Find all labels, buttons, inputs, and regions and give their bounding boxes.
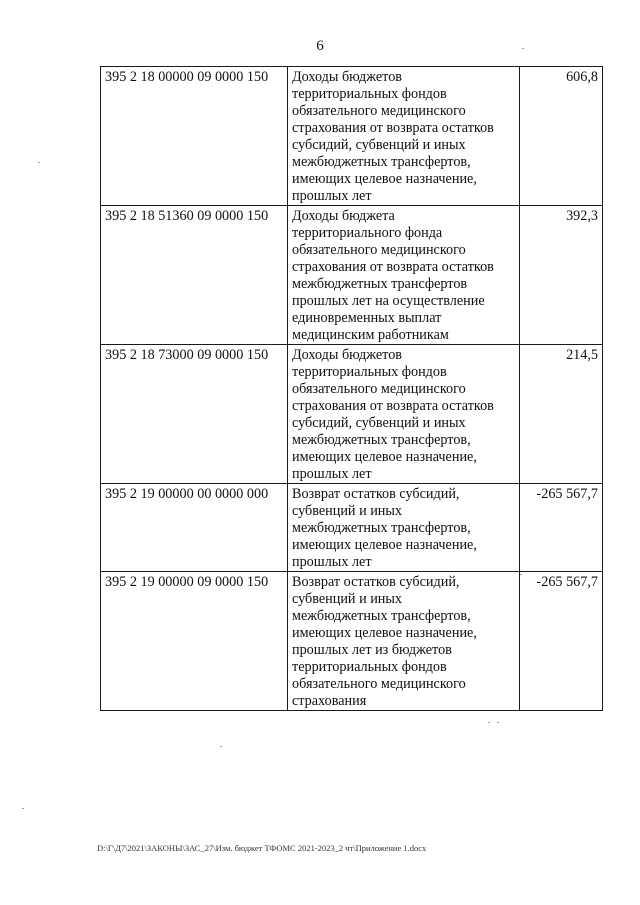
revenue-name-cell xyxy=(288,67,520,206)
amount-cell: 392,3 xyxy=(520,206,603,345)
revenue-name-line: межбюджетных трансфертов, xyxy=(292,432,471,448)
budget-code-cell: 395 2 18 73000 09 0000 150 xyxy=(101,345,288,484)
scan-speck xyxy=(220,746,222,747)
table-row xyxy=(101,345,603,484)
revenue-name-line: Возврат остатков субсидий, xyxy=(292,574,460,590)
revenue-name-cell xyxy=(288,345,520,484)
revenue-name-line: межбюджетных трансфертов, xyxy=(292,520,471,536)
budget-code-cell: 395 2 18 51360 09 0000 150 xyxy=(101,206,288,345)
scan-speck xyxy=(497,722,499,723)
revenue-name-line: имеющих целевое назначение, xyxy=(292,537,477,553)
revenue-name-line: субвенций и иных xyxy=(292,503,403,519)
revenue-name-cell xyxy=(288,572,520,711)
revenue-name-line: межбюджетных трансфертов xyxy=(292,276,468,292)
revenue-name-line: имеющих целевое назначение, xyxy=(292,171,477,187)
budget-code-cell: 395 2 18 00000 09 0000 150 xyxy=(101,67,288,206)
revenue-name-line: субсидий, субвенций и иных xyxy=(292,137,466,153)
document-file-path: D:\Г\Д7\2021\ЗАКОНЫ\ЗАС_27\Изм. бюджет ТФОМС 2021-2023_2 чт\Приложение 1.docx xyxy=(97,843,427,853)
budget-code-cell: 395 2 19 00000 09 0000 150 xyxy=(101,572,288,711)
revenue-name-line: страхования от возврата остатков xyxy=(292,398,494,414)
revenue-name-line: территориального фонда xyxy=(292,225,443,241)
page-number: 6 xyxy=(316,38,324,54)
budget-table xyxy=(100,66,603,711)
revenue-name-line: страхования от возврата остатков xyxy=(292,120,494,136)
scan-speck xyxy=(38,162,40,163)
scan-speck xyxy=(520,574,522,575)
revenue-name-line: Возврат остатков субсидий, xyxy=(292,486,460,502)
revenue-name-line: прошлых лет xyxy=(292,466,372,482)
revenue-name-line: прошлых лет xyxy=(292,188,372,204)
revenue-name-line: Доходы бюджетов xyxy=(292,69,402,85)
revenue-name-line: Доходы бюджетов xyxy=(292,347,402,363)
amount-cell: 606,8 xyxy=(520,67,603,206)
budget-code-cell: 395 2 19 00000 00 0000 000 xyxy=(101,484,288,572)
revenue-name-cell xyxy=(288,206,520,345)
budget-table-body xyxy=(101,67,603,711)
revenue-name-line: прошлых лет xyxy=(292,554,372,570)
revenue-name-line: имеющих целевое назначение, xyxy=(292,625,477,641)
table-row xyxy=(101,67,603,206)
revenue-name-line: имеющих целевое назначение, xyxy=(292,449,477,465)
revenue-name-line: межбюджетных трансфертов, xyxy=(292,608,471,624)
revenue-name-line: страхования xyxy=(292,693,367,709)
revenue-name-line: территориальных фондов xyxy=(292,86,447,102)
revenue-name-line: медицинским работникам xyxy=(292,327,449,343)
revenue-name-line: территориальных фондов xyxy=(292,659,447,675)
revenue-name-line: субвенций и иных xyxy=(292,591,403,607)
scan-speck xyxy=(522,48,524,49)
revenue-name-line: обязательного медицинского xyxy=(292,676,466,692)
revenue-name-line: страхования от возврата остатков xyxy=(292,259,494,275)
amount-cell: 214,5 xyxy=(520,345,603,484)
revenue-name-line: обязательного медицинского xyxy=(292,381,466,397)
revenue-name-line: единовременных выплат xyxy=(292,310,442,326)
amount-cell: -265 567,7 xyxy=(520,484,603,572)
amount-cell: -265 567,7 xyxy=(520,572,603,711)
table-row xyxy=(101,206,603,345)
table-row xyxy=(101,572,603,711)
revenue-name-line: обязательного медицинского xyxy=(292,242,466,258)
revenue-name-line: территориальных фондов xyxy=(292,364,447,380)
scan-speck xyxy=(488,722,490,723)
revenue-name-line: прошлых лет из бюджетов xyxy=(292,642,452,658)
scan-speck xyxy=(22,808,24,809)
revenue-name-cell xyxy=(288,484,520,572)
revenue-name-line: прошлых лет на осуществление xyxy=(292,293,485,309)
revenue-name-line: обязательного медицинского xyxy=(292,103,466,119)
revenue-name-line: Доходы бюджета xyxy=(292,208,395,224)
revenue-name-line: межбюджетных трансфертов, xyxy=(292,154,471,170)
revenue-name-line: субсидий, субвенций и иных xyxy=(292,415,466,431)
table-row xyxy=(101,484,603,572)
